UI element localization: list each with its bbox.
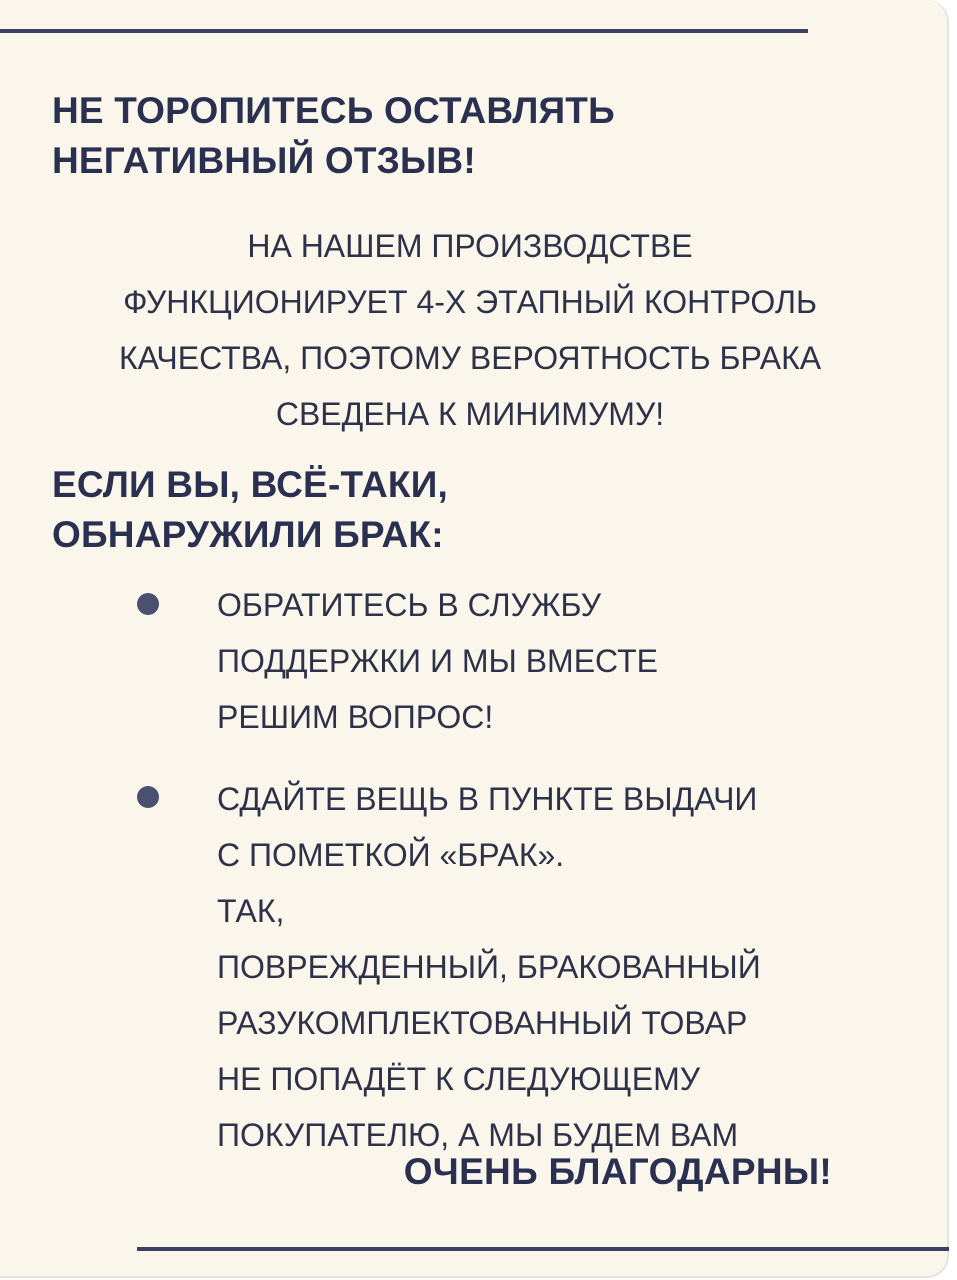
- bottom-divider: [137, 1247, 949, 1251]
- bullet-dot-icon: [137, 786, 159, 808]
- closing-thanks: ОЧЕНЬ БЛАГОДАРНЫ!: [403, 1151, 832, 1192]
- defect-heading: ЕСЛИ ВЫ, ВСЁ-ТАКИ, ОБНАРУЖИЛИ БРАК:: [52, 464, 448, 555]
- list-item-support: ОБРАТИТЕСЬ В СЛУЖБУ ПОДДЕРЖКИ И МЫ ВМЕСТЕ РЕШИМ ВОПРОС!: [217, 587, 658, 735]
- bullet-dot-icon: [137, 593, 159, 615]
- top-divider: [0, 29, 808, 33]
- list-item-return: СДАЙТЕ ВЕЩЬ В ПУНКТЕ ВЫДАЧИ С ПОМЕТКОЙ «БРАК». ТАК, ПОВРЕЖДЕННЫЙ, БРАКОВАННЫЙ РАЗУКОМПЛЕКТОВАННЫЙ ТОВАР НЕ ПОПАДЁТ К СЛЕДУЮЩЕМУ ПОКУПАТЕЛЮ, А МЫ БУДЕМ ВАМ: [217, 781, 761, 1153]
- warning-heading: НЕ ТОРОПИТЕСЬ ОСТАВЛЯТЬ НЕГАТИВНЫЙ ОТЗЫВ!: [52, 90, 615, 181]
- quality-control-text: НА НАШЕМ ПРОИЗВОДСТВЕ ФУНКЦИОНИРУЕТ 4-Х ЭТАПНЫЙ КОНТРОЛЬ КАЧЕСТВА, ПОЭТОМУ ВЕРОЯТНОСТЬ БРАКА СВЕДЕНА К МИНИМУМУ!: [118, 228, 822, 432]
